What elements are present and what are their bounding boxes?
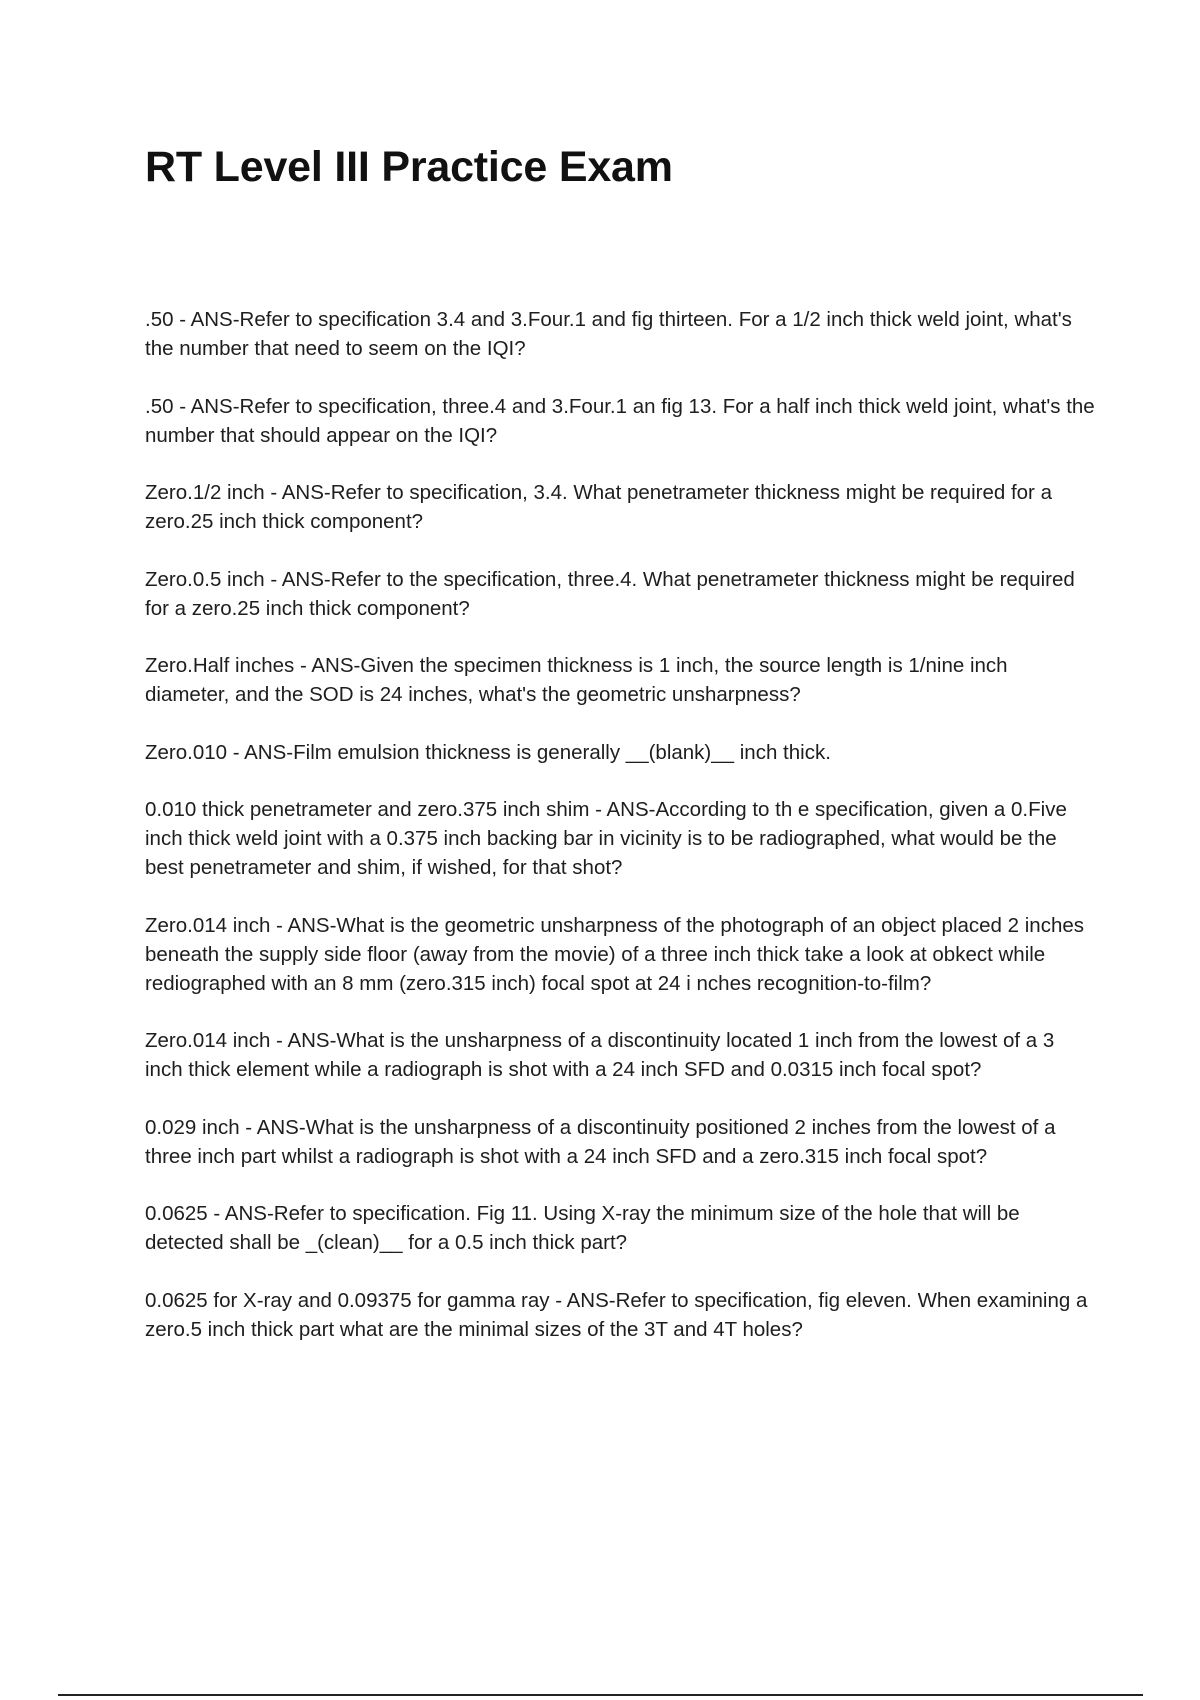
- qa-entry-5: Zero.Half inches - ANS-Given the specimen thickness is 1 inch, the source length is 1/nine inch diameter, and the SOD is 24 inches, what's the geometric unsharpness?: [145, 654, 1008, 706]
- qa-entry-4: Zero.0.5 inch - ANS-Refer to the specification, three.4. What penetrameter thickness might be required for a zero.25 inch thick component?: [145, 567, 1075, 620]
- qa-entry-3: Zero.1/2 inch - ANS-Refer to specification, 3.4. What penetrameter thickness might be required for a zero.25 inch thick component?: [145, 481, 1052, 533]
- qa-entry-11: 0.0625 - ANS-Refer to specification. Fig 11. Using X-ray the minimum size of the hole that will be detected shall be _(clean)__ for a 0.5 inch thick part?: [145, 1202, 1020, 1254]
- qa-entry-2: .50 - ANS-Refer to specification, three.4 and 3.Four.1 an fig 13. For a half inch thick weld joint, what's the number that should appear on the IQI?: [145, 394, 1095, 447]
- qa-entry-7: 0.010 thick penetrameter and zero.375 inch shim - ANS-According to th e specification, given a 0.Five inch thick weld joint with a 0.375 inch backing bar in vicinity is to be radiographed, what would be the best penetrameter and shim, if wished, for that shot?: [145, 798, 1067, 879]
- qa-entry-6: Zero.010 - ANS-Film emulsion thickness is generally __(blank)__ inch thick.: [145, 740, 831, 764]
- qa-entry-8: Zero.014 inch - ANS-What is the geometric unsharpness of the photograph of an object placed 2 inches beneath the supply side floor (away from the movie) of a three inch thick take a look at obkect while rediographed with an 8 mm (zero.315 inch) focal spot at 24 i nches recognition-to-film?: [145, 913, 1084, 995]
- qa-entry-1: .50 - ANS-Refer to specification 3.4 and 3.Four.1 and fig thirteen. For a 1/2 inch thick weld joint, what's the number that need to seem on the IQI?: [145, 308, 1072, 360]
- page-title: RT Level III Practice Exam: [145, 143, 673, 191]
- qa-list: [145, 305, 1095, 1372]
- qa-entry-12: 0.0625 for X-ray and 0.09375 for gamma ray - ANS-Refer to specification, fig eleven. When examining a zero.5 inch thick part what are the minimal sizes of the 3T and 4T holes?: [145, 1288, 1088, 1341]
- footer-divider: [58, 1694, 1143, 1696]
- qa-entry-10: 0.029 inch - ANS-What is the unsharpness of a discontinuity positioned 2 inches from the lowest of a three inch part whilst a radiograph is shot with a 24 inch SFD and a zero.315 inch focal spot?: [145, 1115, 1056, 1168]
- qa-entry-9: Zero.014 inch - ANS-What is the unsharpness of a discontinuity located 1 inch from the lowest of a 3 inch thick element while a radiograph is shot with a 24 inch SFD and 0.0315 inch focal spot?: [145, 1029, 1055, 1081]
